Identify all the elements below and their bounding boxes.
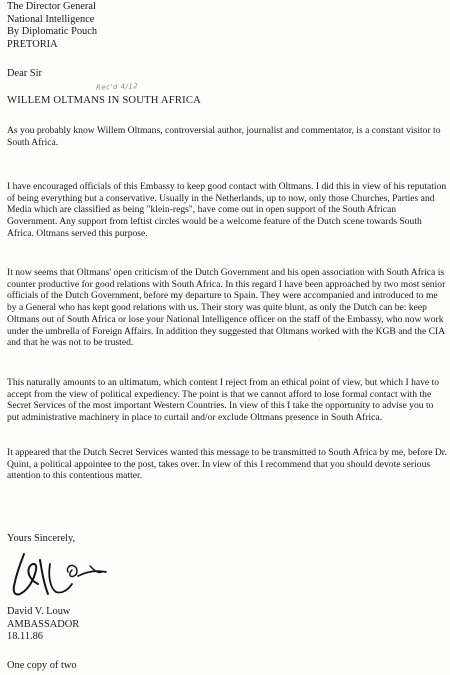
body-paragraph-1: As you probably know Willem Oltmans, controversial author, journalist and commentator, is a constant visitor to South Africa. xyxy=(7,125,441,148)
scan-speck xyxy=(96,458,98,459)
handwritten-annotation: Rec'd 4/12 xyxy=(95,82,139,92)
addressee-block xyxy=(7,1,97,51)
handwritten-signature xyxy=(6,550,116,604)
addressee-city: PRETORIA xyxy=(7,38,58,50)
body-paragraph-5: It appeared that the Dutch Secret Services wanted this message to be transmitted to South Africa by me, before Dr. Quint, a political appointee to the post, takes over. In view of this I recommend that you should devote serious attention to this contentious matter. xyxy=(7,447,447,482)
body-paragraph-3: It now seems that Oltmans' open criticism of the Dutch Government and his open association with South Africa is counter productive for good relations with South Africa. In this regard I have been approached by two most senior officials of the Dutch Government, before my departure to Spain. They were accompanied and introduced to me by a General who has kept good relations with us. Their story was quite blunt, as only the Dutch can be: keep Oltmans out of South Africa or lose your National Intelligence officer on the staff of the Embassy, who now work under the umbrella of Foreign Affairs. In addition they suggested that Oltmans worked with the KGB and the CIA and that he was not to be trusted. xyxy=(7,267,446,349)
subject-heading: WILLEM OLTMANS IN SOUTH AFRICA xyxy=(7,95,201,106)
addressee-line: The Director General xyxy=(7,1,96,12)
scan-speck xyxy=(140,388,141,390)
copy-note: One copy of two xyxy=(7,660,77,671)
scan-speck xyxy=(222,320,224,322)
signatory-name: David V. Louw xyxy=(7,606,71,617)
letter-date: 18.11.86 xyxy=(7,631,43,643)
closing-line: Yours Sincerely, xyxy=(7,533,76,544)
signatory-block xyxy=(7,606,79,644)
addressee-line: By Diplomatic Pouch xyxy=(7,26,98,38)
body-paragraph-4: This naturally amounts to an ultimatum, which content I reject from an ethical point of view, but which I have to accept from the view of political expediency. The point is that we cannot afford to lose formal contact with the Secret Services of the most important Western Countries. In view of this I take the opportunity to advise you to put administrative machinery in place to curtail and/or exclude Oltmans presence in South Africa. xyxy=(7,377,440,424)
scan-speck xyxy=(318,340,320,341)
body-paragraph-2: I have encouraged officials of this Embassy to keep good contact with Oltmans. I did this in view of his reputation of being everything but a conservative. Usually in the Netherlands, up to now, only those Churches, Parties and Media which are classified as being "klein-regs", have come out in open support of the South African Government. Any support from leftist circles would be a welcome feature of the Dutch scene towards South Africa. Oltmans served this purpose. xyxy=(7,181,447,239)
addressee-line: National Intelligence xyxy=(7,13,95,25)
scan-speck xyxy=(268,412,270,414)
signatory-title: AMBASSADOR xyxy=(7,618,80,630)
salutation: Dear Sir xyxy=(7,68,42,79)
